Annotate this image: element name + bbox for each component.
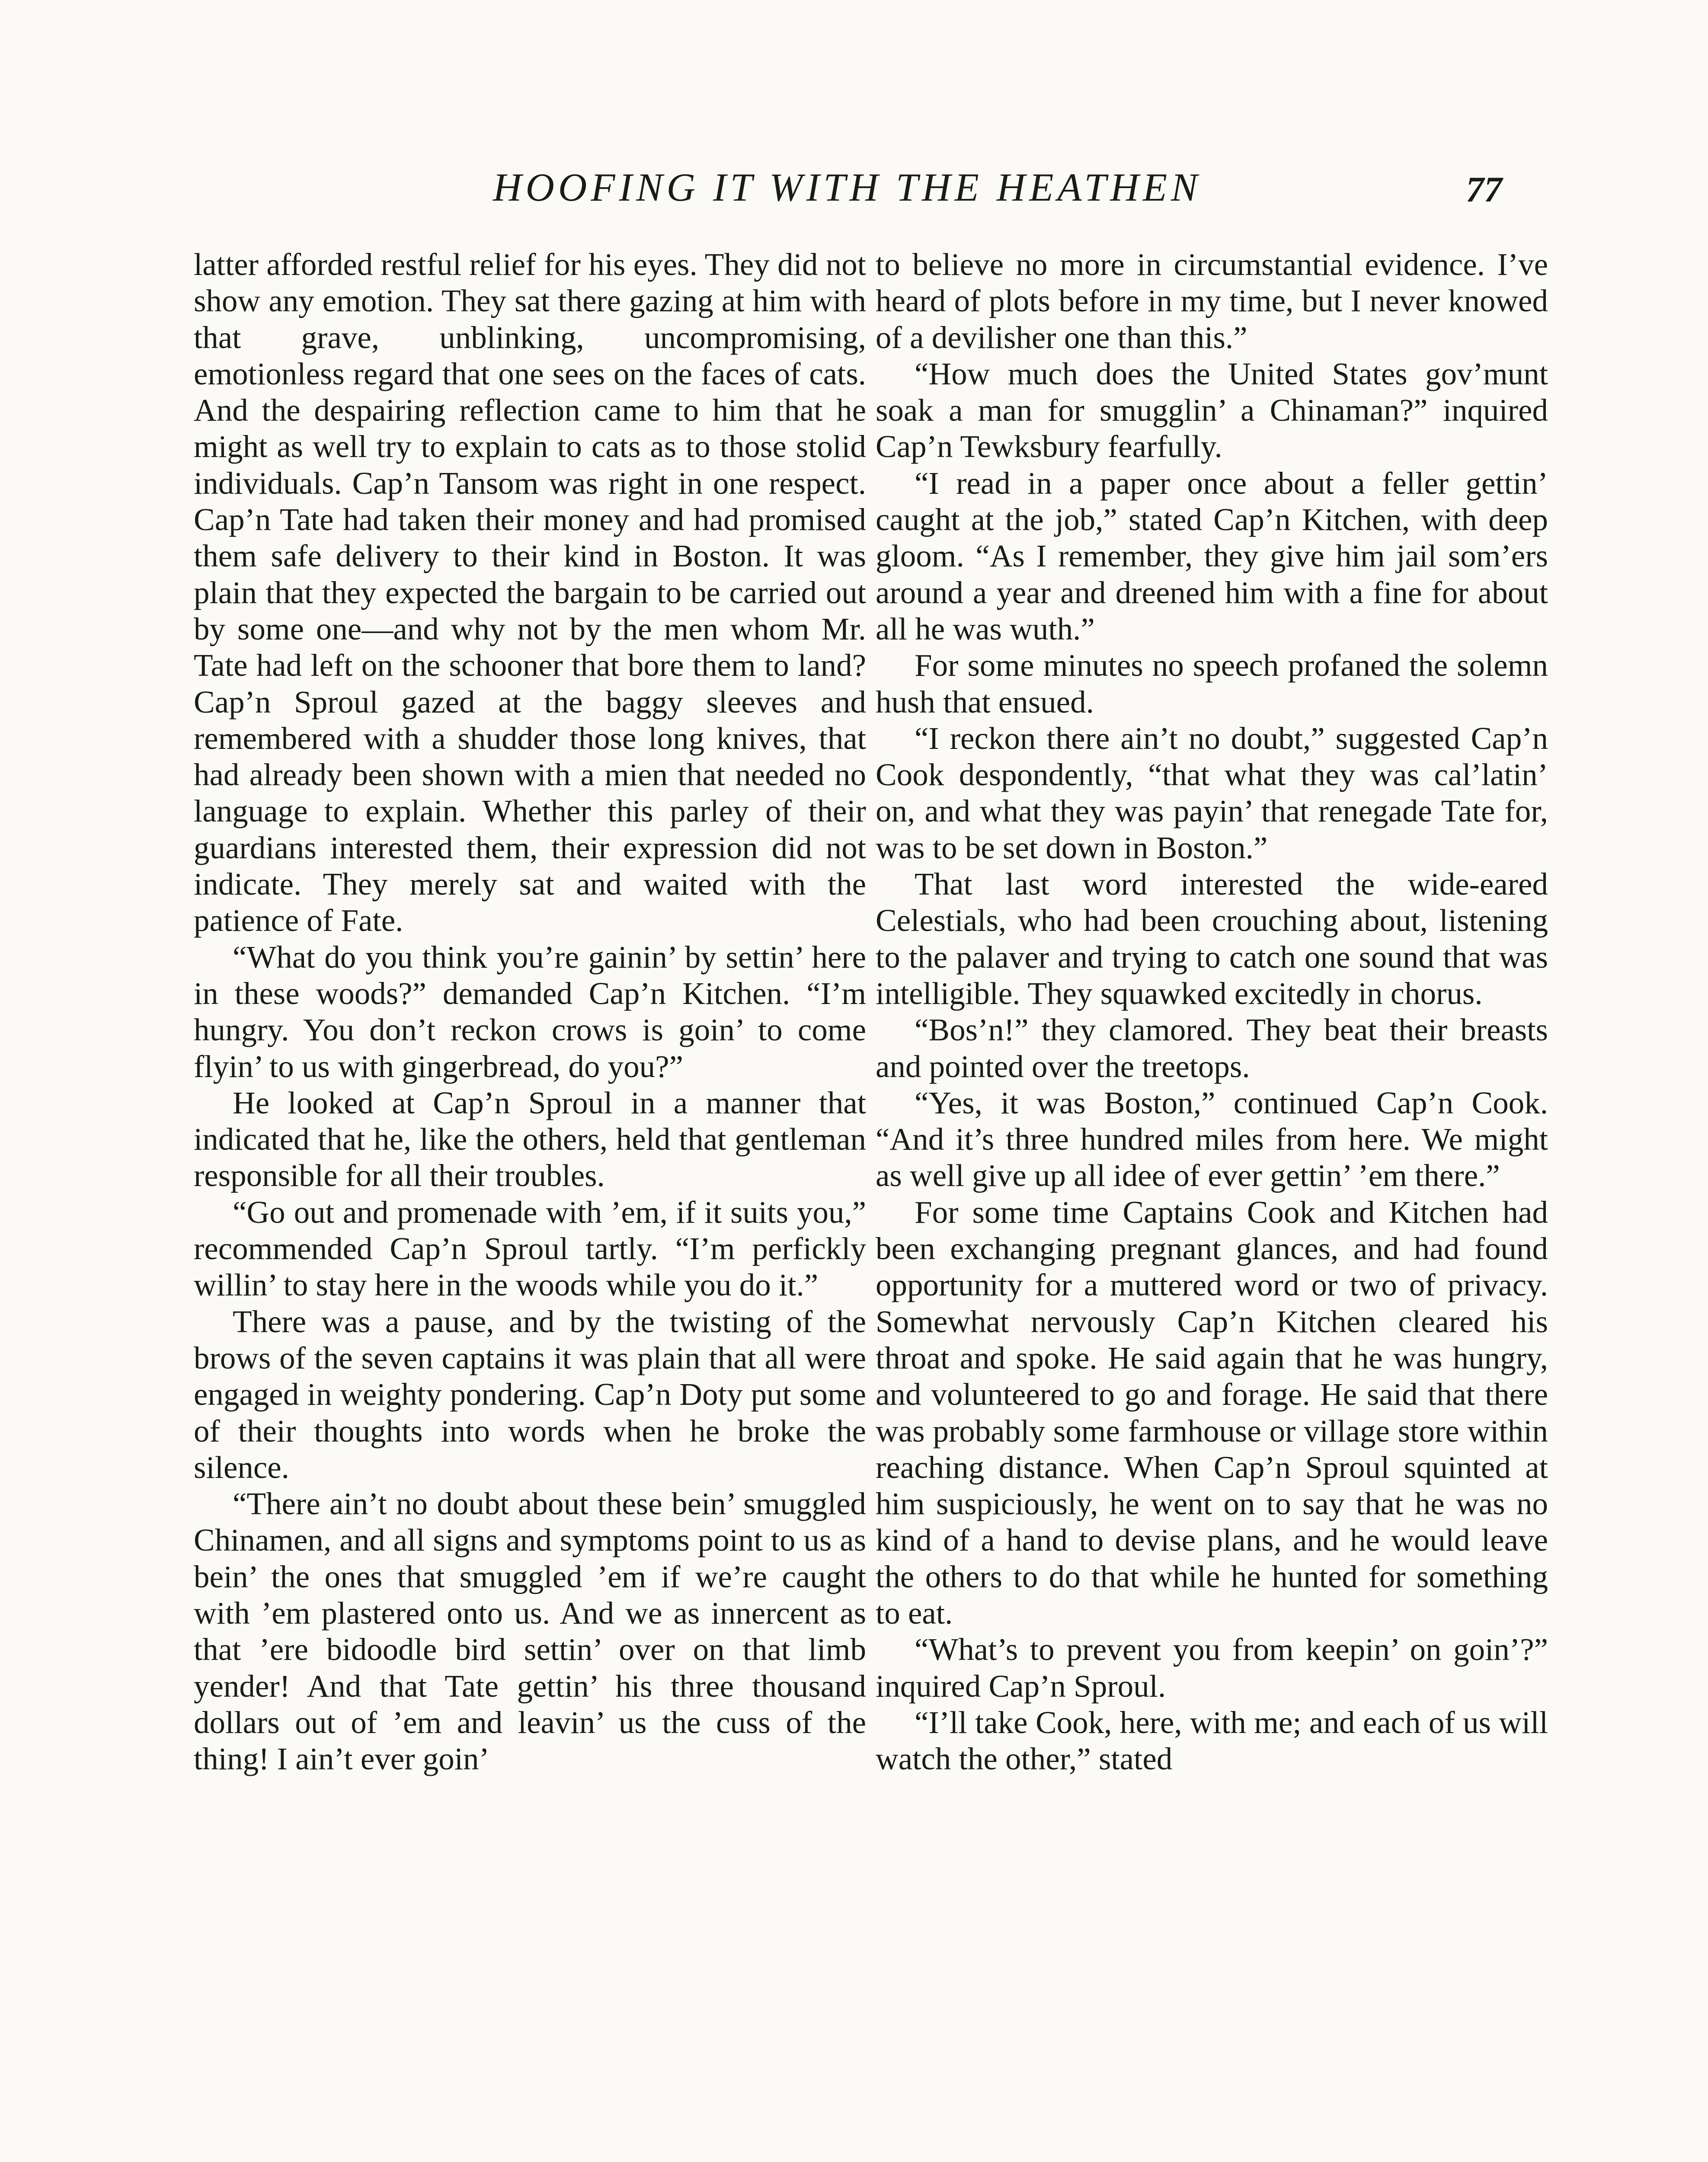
- paragraph: latter afforded restful relief for his eyes. They did not show any emotion. They sat there gazing at him with that grave, unblinking, uncompromising, emotionless regard that one sees on the faces of cats. And the despairing reflection came to him that he might as well try to explain to cats as to those stolid individuals. Cap’n Tansom was right in one respect. Cap’n Tate had taken their money and had promised them safe delivery to their kind in Boston. It was plain that they expected the bargain to be carried out by some one—and why not by the men whom Mr. Tate had left on the schooner that bore them to land? Cap’n Sproul gazed at the baggy sleeves and remembered with a shudder those long knives, that had already been shown with a mien that needed no language to explain. Whether this parley of their guardians interested them, their expression did not indicate. They merely sat and waited with the patience of Fate.: [194, 247, 866, 938]
- paragraph: “What’s to prevent you from keepin’ on goin’?” inquired Cap’n Sproul.: [876, 1632, 1548, 1704]
- paragraph: “I reckon there ain’t no doubt,” suggested Cap’n Cook despondently, “that what they was cal’latin’ on, and what they was payin’ that renegade Tate for, was to be set down in Boston.”: [876, 720, 1548, 865]
- page-number: 77: [1466, 170, 1502, 210]
- paragraph: “There ain’t no doubt about these bein’ smuggled Chinamen, and all signs and symptoms point to us as bein’ the ones that smuggled ’em if we’re caught with ’em plastered onto us. And we as innercent as that ’ere bidoodle bird settin’ over on that limb yender! And that Tate gettin’ his three thousand dollars out of ’em and leavin’ us the cuss of the thing! I ain’t ever goin’: [194, 1486, 866, 1777]
- paragraph: For some minutes no speech profaned the solemn hush that ensued.: [876, 648, 1548, 720]
- left-column: [194, 246, 866, 1777]
- paragraph: There was a pause, and by the twisting of the brows of the seven captains it was plain that all were engaged in weighty pondering. Cap’n Doty put some of their thoughts into words when he broke the silence.: [194, 1304, 866, 1485]
- paragraph: For some time Captains Cook and Kitchen had been exchanging pregnant glances, and had found opportunity for a muttered word or two of privacy. Somewhat nervously Cap’n Kitchen cleared his throat and spoke. He said again that he was hungry, and volunteered to go and forage. He said that there was probably some farmhouse or village store within reaching distance. When Cap’n Sproul squinted at him suspiciously, he went on to say that he was no kind of a hand to devise plans, and he would leave the others to do that while he hunted for something to eat.: [876, 1194, 1548, 1631]
- paragraph: “Bos’n!” they clamored. They beat their breasts and pointed over the treetops.: [876, 1012, 1548, 1084]
- running-title: HOOFING IT WITH THE HEATHEN: [493, 165, 1202, 209]
- right-column: [876, 246, 1548, 1777]
- page-header: [0, 164, 1708, 225]
- paragraph: He looked at Cap’n Sproul in a manner that indicated that he, like the others, held that gentleman responsible for all their troubles.: [194, 1085, 866, 1193]
- paragraph: “How much does the United States gov’munt soak a man for smugglin’ a Chinaman?” inquired Cap’n Tewksbury fearfully.: [876, 356, 1548, 464]
- paragraph: “I read in a paper once about a feller gettin’ caught at the job,” stated Cap’n Kitchen, with deep gloom. “As I remember, they give him jail som’ers around a year and dreened him with a fine for about all he was wuth.”: [876, 465, 1548, 646]
- paragraph: “What do you think you’re gainin’ by settin’ here in these woods?” demanded Cap’n Kitchen. “I’m hungry. You don’t reckon crows is goin’ to come flyin’ to us with gingerbread, do you?”: [194, 939, 866, 1084]
- paragraph: “I’ll take Cook, here, with me; and each of us will watch the other,” stated: [876, 1705, 1548, 1777]
- paragraph: to believe no more in circumstantial evidence. I’ve heard of plots before in my time, but I never knowed of a devilisher one than this.”: [876, 247, 1548, 355]
- paragraph: “Go out and promenade with ’em, if it suits you,” recommended Cap’n Sproul tartly. “I’m perfickly willin’ to stay here in the woods while you do it.”: [194, 1194, 866, 1303]
- paragraph: That last word interested the wide-eared Celestials, who had been crouching about, listening to the palaver and trying to catch one sound that was intelligible. They squawked excitedly in chorus.: [876, 867, 1548, 1011]
- paragraph: “Yes, it was Boston,” continued Cap’n Cook. “And it’s three hundred miles from here. We might as well give up all idee of ever gettin’ ’em there.”: [876, 1085, 1548, 1193]
